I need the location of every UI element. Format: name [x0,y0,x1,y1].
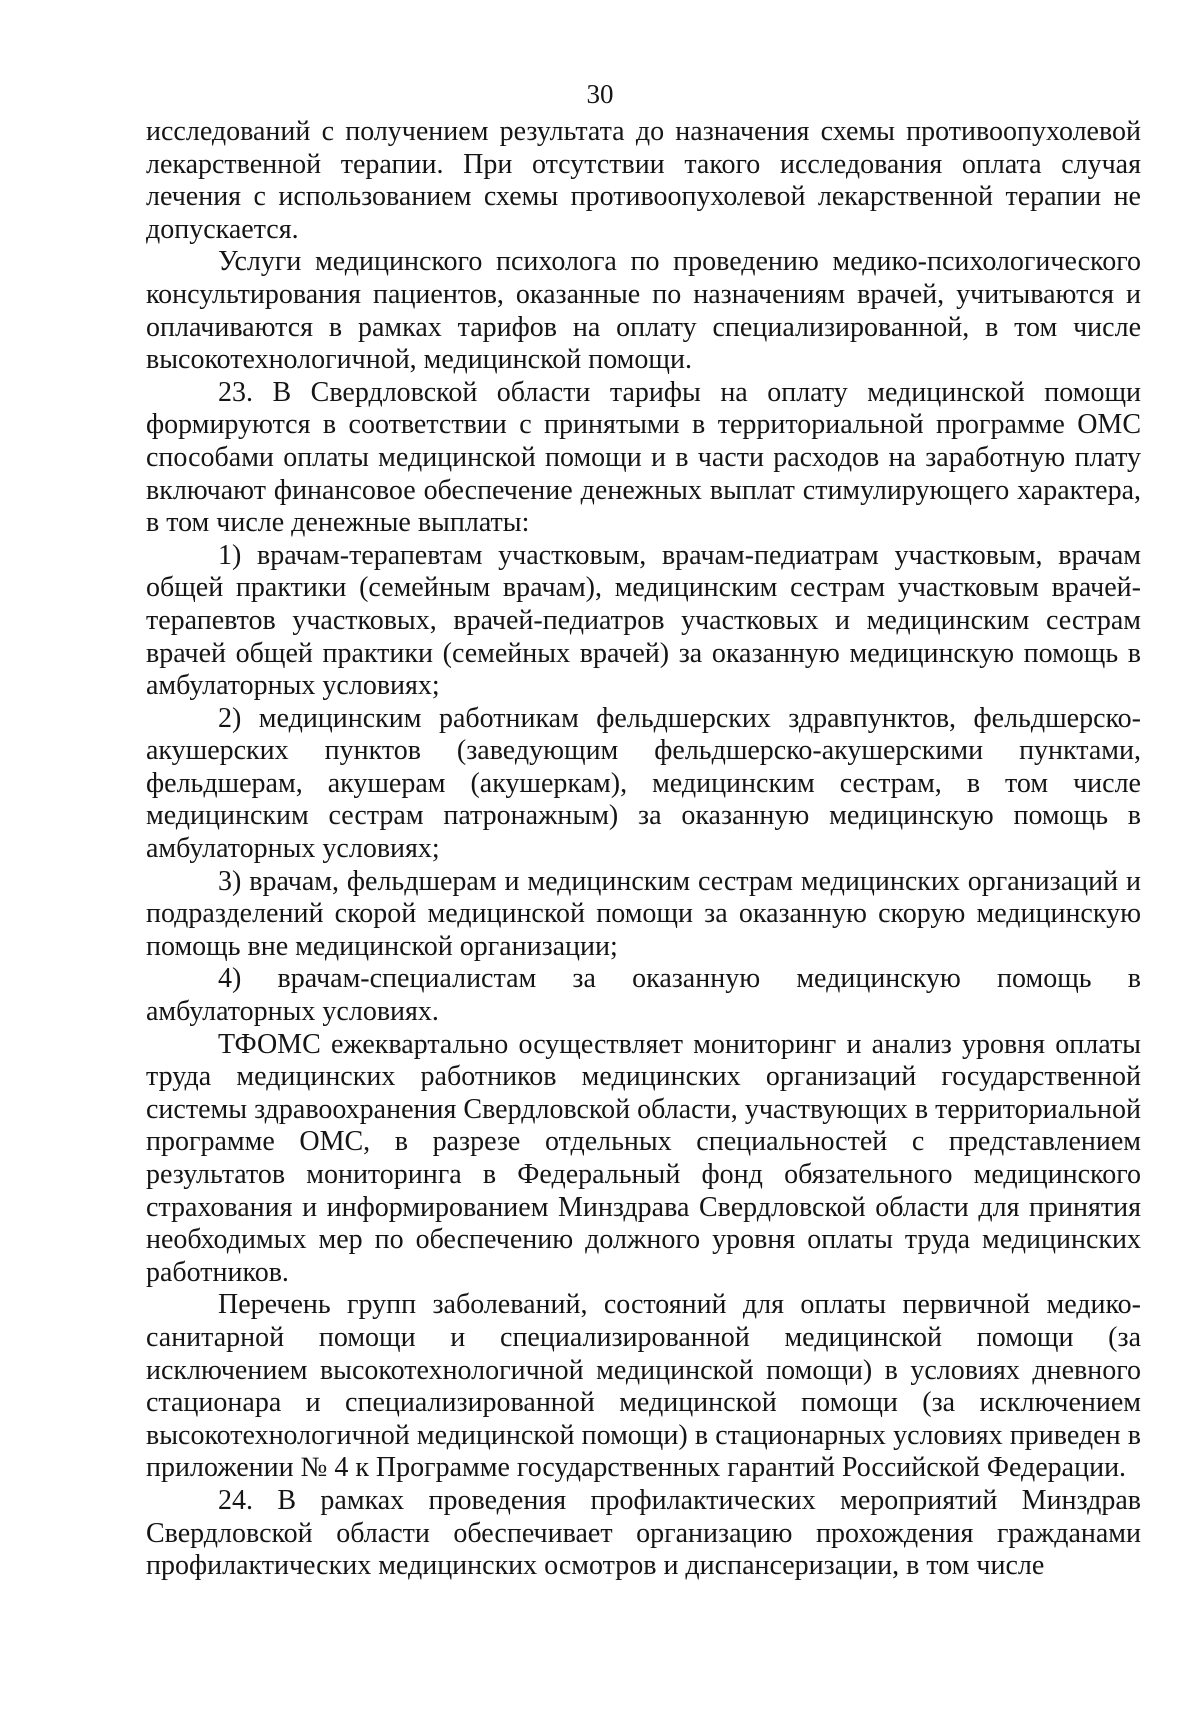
paragraph-disease-groups: Перечень групп заболеваний, состояний для оплаты первичной медико-санитарной помощи и специализированной медицинской помощи (за исключением высокотехнологичной медицинской помощи) в условиях дневного стационара и специализированной медицинской помощи (за исключением высокотехнологичной медицинской помощи) в стационарных условиях приведен в приложении № 4 к Программе государственных гарантий Российской Федерации. [146,1289,1141,1484]
paragraph-subitem-4: 4) врачам-специалистам за оказанную медицинскую помощь в амбулаторных условиях. [146,963,1141,1028]
paragraph-subitem-3: 3) врачам, фельдшерам и медицинским сестрам медицинских организаций и подразделений скорой медицинской помощи за оказанную скорую медицинскую помощь вне медицинской организации; [146,865,1141,962]
paragraph-item-24: 24. В рамках проведения профилактических мероприятий Минздрав Свердловской области обеспечивает организацию прохождения гражданами профилактических медицинских осмотров и диспансеризации, в том числе [146,1484,1141,1582]
paragraph-subitem-2: 2) медицинским работникам фельдшерских здравпунктов, фельдшерско-акушерских пунктов (заведующим фельдшерско-акушерскими пунктами, фельдшерам, акушерам (акушеркам), медицинским сестрам, в том числе медицинским сестрам патронажным) за оказанную медицинскую помощь в амбулаторных условиях; [146,702,1141,865]
paragraph-tfoms-monitoring: ТФОМС ежеквартально осуществляет мониторинг и анализ уровня оплаты труда медицинских работников медицинских организаций государственной системы здравоохранения Свердловской области, участвующих в территориальной программе ОМС, в разрезе отдельных специальностей с представлением результатов мониторинга в Федеральный фонд обязательного медицинского страхования и информированием Минздрава Свердловской области для принятия необходимых мер по обеспечению должного уровня оплаты труда медицинских работников. [146,1028,1141,1288]
paragraph-continuation: исследований с получением результата до назначения схемы противоопухолевой лекарственной терапии. При отсутствии такого исследования оплата случая лечения с использованием схемы противоопухолевой лекарственной терапии не допускается. [146,116,1141,245]
document-body [146,116,1141,1583]
paragraph-item-23: 23. В Свердловской области тарифы на оплату медицинской помощи формируются в соответствии с принятыми в территориальной программе ОМС способами оплаты медицинской помощи и в части расходов на заработную плату включают финансовое обеспечение денежных выплат стимулирующего характера, в том числе денежные выплаты: [146,376,1141,539]
page-number: 30 [586,79,614,109]
paragraph-subitem-1: 1) врачам-терапевтам участковым, врачам-педиатрам участковым, врачам общей практики (семейным врачам), медицинским сестрам участковым врачей-терапевтов участковых, врачей-педиатров участковых и медицинским сестрам врачей общей практики (семейных врачей) за оказанную медицинскую помощь в амбулаторных условиях; [146,539,1141,702]
paragraph-psychologist-services: Услуги медицинского психолога по проведению медико-психологического консультирования пациентов, оказанные по назначениям врачей, учитываются и оплачиваются в рамках тарифов на оплату специализированной, в том числе высокотехнологичной, медицинской помощи. [146,246,1141,376]
